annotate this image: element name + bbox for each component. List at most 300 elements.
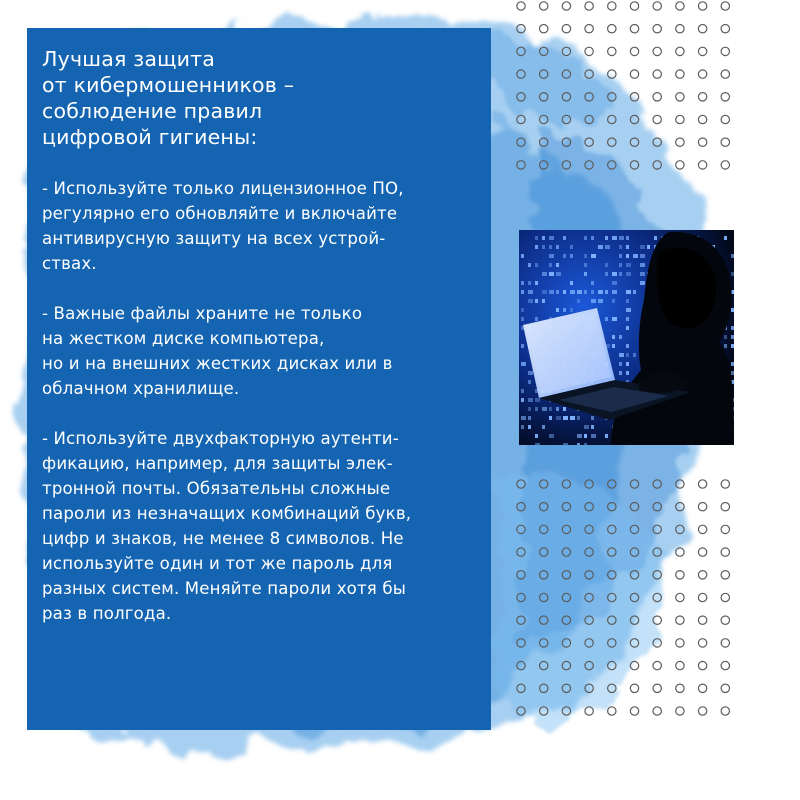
decorative-dot (630, 93, 638, 101)
decorative-dot (540, 571, 548, 579)
rule-item-software: - Используйте только лицензионное ПО, регулярно его обновляйте и включайте антивирусную защиту на всех устрой- ствах. (42, 179, 404, 273)
code-glyph (577, 299, 580, 303)
code-glyph (521, 344, 524, 348)
code-glyph (626, 362, 629, 366)
code-glyph (528, 407, 531, 411)
decorative-dot (608, 93, 616, 101)
rule-item-passwords: - Используйте двухфакторную аутенти- фикацию, например, для защиты элек- тронной почты. Обязательны сложные пароли из незначащих комбинаций букв, цифр и знаков, не менее 8 символов. Не используйте один и тот же пароль для разных систем. Меняйте пароли хотя бы раз в полгода. (42, 429, 412, 623)
decorative-dot (630, 616, 638, 624)
code-glyph (640, 254, 645, 258)
code-glyph (577, 416, 580, 420)
decorative-dot (585, 639, 593, 647)
code-glyph (633, 254, 638, 258)
decorative-dot (608, 2, 616, 10)
decorative-dot (630, 161, 638, 169)
decorative-dot (721, 93, 729, 101)
code-glyph (724, 344, 727, 348)
decorative-dot (517, 25, 525, 33)
code-glyph (528, 281, 531, 285)
code-glyph (591, 290, 594, 294)
decorative-dot (653, 661, 661, 669)
code-glyph (605, 317, 608, 321)
decorative-dot (540, 593, 548, 601)
decorative-dot (585, 593, 593, 601)
code-glyph (591, 434, 596, 438)
code-glyph (535, 299, 538, 303)
code-glyph (612, 299, 615, 303)
decorative-dot (540, 115, 548, 123)
decorative-dot (585, 548, 593, 556)
decorative-dot (653, 548, 661, 556)
decorative-dot (540, 616, 548, 624)
decorative-dot (608, 525, 616, 533)
decorative-dot (698, 480, 706, 488)
decorative-dot (608, 684, 616, 692)
code-glyph (612, 317, 617, 321)
decorative-dot (562, 161, 570, 169)
decorative-dot (585, 480, 593, 488)
decorative-dot (653, 593, 661, 601)
code-glyph (521, 425, 524, 429)
rule-item-backups: - Важные файлы храните не только на жестком диске компьютера, но и на внешних жестких дисках или в облачном хранилище. (42, 304, 393, 398)
code-glyph (731, 326, 734, 330)
decorative-dot (585, 571, 593, 579)
code-glyph (563, 443, 568, 445)
code-glyph (626, 245, 629, 249)
code-glyph (626, 236, 629, 240)
decorative-dot (608, 548, 616, 556)
code-glyph (535, 317, 538, 321)
decorative-dot (653, 639, 661, 647)
decorative-dot (721, 684, 729, 692)
text-panel (27, 28, 491, 730)
decorative-dot (721, 571, 729, 579)
code-glyph (619, 236, 624, 240)
decorative-dot (608, 47, 616, 55)
decorative-dot (653, 2, 661, 10)
decorative-dot (608, 707, 616, 715)
code-glyph (626, 299, 629, 303)
decorative-dot (721, 616, 729, 624)
decorative-dot (540, 480, 548, 488)
decorative-dot (698, 571, 706, 579)
code-glyph (605, 434, 608, 438)
decorative-dot (721, 70, 729, 78)
decorative-dot (585, 503, 593, 511)
code-glyph (521, 362, 526, 366)
code-glyph (535, 263, 538, 267)
code-glyph (528, 380, 531, 384)
decorative-dot (562, 661, 570, 669)
decorative-dot (608, 571, 616, 579)
decorative-dot (540, 639, 548, 647)
decorative-dot (721, 138, 729, 146)
decorative-dot (540, 70, 548, 78)
decorative-dot (698, 639, 706, 647)
code-glyph (577, 443, 580, 445)
code-glyph (612, 335, 615, 339)
code-glyph (542, 425, 545, 429)
code-glyph (633, 290, 636, 294)
decorative-dot (676, 2, 684, 10)
code-glyph (612, 281, 617, 285)
decorative-dot (653, 525, 661, 533)
code-glyph (542, 245, 545, 249)
decorative-dot (540, 684, 548, 692)
decorative-dot (517, 684, 525, 692)
code-glyph (724, 236, 727, 240)
decorative-dot (585, 525, 593, 533)
code-glyph (549, 407, 552, 411)
code-glyph (605, 290, 608, 294)
decorative-dot (585, 2, 593, 10)
code-glyph (591, 236, 594, 240)
decorative-dot (540, 161, 548, 169)
decorative-dot (721, 47, 729, 55)
code-glyph (619, 362, 622, 366)
decorative-dot (608, 593, 616, 601)
decorative-dot (562, 138, 570, 146)
code-glyph (591, 416, 594, 420)
code-glyph (528, 299, 533, 303)
code-glyph (535, 245, 538, 249)
decorative-dot (517, 593, 525, 601)
decorative-dot (608, 161, 616, 169)
decorative-dot (676, 115, 684, 123)
code-glyph (584, 443, 587, 445)
decorative-dot (653, 70, 661, 78)
decorative-dot (585, 661, 593, 669)
decorative-dot (517, 707, 525, 715)
code-glyph (570, 290, 575, 294)
hacker-photo (519, 230, 734, 445)
decorative-dot (562, 47, 570, 55)
decorative-dot (676, 639, 684, 647)
code-glyph (549, 272, 554, 276)
decorative-dot (653, 161, 661, 169)
decorative-dot (698, 548, 706, 556)
decorative-dot (517, 661, 525, 669)
decorative-dot (517, 525, 525, 533)
decorative-dot (517, 548, 525, 556)
decorative-dot (608, 639, 616, 647)
code-glyph (640, 272, 645, 276)
code-glyph (598, 245, 603, 249)
decorative-dot (540, 525, 548, 533)
decorative-dot (630, 138, 638, 146)
code-glyph (521, 317, 524, 321)
decorative-dot (698, 593, 706, 601)
code-glyph (640, 263, 645, 267)
code-glyph (521, 389, 524, 393)
code-glyph (549, 434, 554, 438)
code-glyph (535, 443, 540, 445)
decorative-dot (721, 661, 729, 669)
decorative-dot (630, 593, 638, 601)
code-glyph (626, 290, 631, 294)
code-glyph (626, 326, 629, 330)
code-glyph (528, 263, 531, 267)
code-glyph (528, 416, 531, 420)
decorative-dot (517, 2, 525, 10)
code-glyph (612, 344, 615, 348)
code-glyph (591, 254, 596, 258)
code-glyph (605, 236, 608, 240)
code-glyph (584, 425, 589, 429)
decorative-dot (653, 616, 661, 624)
code-glyph (521, 254, 524, 258)
decorative-dot (562, 639, 570, 647)
code-glyph (542, 272, 547, 276)
decorative-dot (676, 661, 684, 669)
code-glyph (626, 344, 629, 348)
decorative-dot (517, 480, 525, 488)
decorative-dot (562, 525, 570, 533)
code-glyph (521, 398, 524, 402)
decorative-dot (540, 2, 548, 10)
code-glyph (542, 236, 545, 240)
decorative-dot (630, 571, 638, 579)
code-glyph (591, 281, 594, 285)
decorative-dot (630, 707, 638, 715)
code-glyph (549, 236, 554, 240)
decorative-dot (676, 571, 684, 579)
decorative-dot (676, 707, 684, 715)
decorative-dot (517, 571, 525, 579)
decorative-dot (585, 25, 593, 33)
decorative-dot (721, 115, 729, 123)
decorative-dot (540, 707, 548, 715)
decorative-dot (630, 684, 638, 692)
code-glyph (584, 272, 587, 276)
code-glyph (570, 416, 575, 420)
decorative-dot (608, 503, 616, 511)
decorative-dot (562, 593, 570, 601)
decorative-dot-grid-bottom (512, 476, 742, 736)
decorative-dot (630, 639, 638, 647)
decorative-dot (721, 707, 729, 715)
code-glyph (563, 236, 566, 240)
code-glyph (535, 407, 538, 411)
decorative-dot (653, 480, 661, 488)
decorative-dot (562, 548, 570, 556)
code-glyph (731, 308, 734, 312)
decorative-dot (721, 525, 729, 533)
code-glyph (556, 308, 559, 312)
decorative-dot (540, 138, 548, 146)
decorative-dot (676, 161, 684, 169)
decorative-dot (630, 25, 638, 33)
code-glyph (563, 407, 566, 411)
code-glyph (731, 362, 734, 366)
code-glyph (570, 308, 573, 312)
decorative-dot (517, 70, 525, 78)
decorative-dot (653, 684, 661, 692)
code-glyph (528, 398, 533, 402)
code-glyph (556, 416, 561, 420)
decorative-dot (517, 138, 525, 146)
decorative-dot (721, 548, 729, 556)
code-glyph (619, 335, 622, 339)
decorative-dot (630, 115, 638, 123)
code-glyph (731, 272, 734, 276)
code-glyph (612, 290, 617, 294)
code-glyph (626, 272, 631, 276)
decorative-dot (608, 480, 616, 488)
code-glyph (619, 263, 622, 267)
code-glyph (640, 245, 645, 249)
code-glyph (521, 281, 524, 285)
code-glyph (591, 299, 596, 303)
decorative-dot (653, 93, 661, 101)
decorative-dot (517, 115, 525, 123)
decorative-dot (562, 616, 570, 624)
decorative-dot (630, 47, 638, 55)
code-glyph (626, 353, 629, 357)
code-glyph (647, 245, 650, 249)
code-glyph (521, 416, 526, 420)
code-glyph (521, 308, 524, 312)
decorative-dot (698, 503, 706, 511)
code-glyph (626, 254, 629, 258)
code-glyph (549, 254, 554, 258)
decorative-dot (630, 548, 638, 556)
decorative-dot (517, 93, 525, 101)
decorative-dot (653, 707, 661, 715)
decorative-dot (562, 684, 570, 692)
code-glyph (584, 434, 587, 438)
decorative-dot (698, 70, 706, 78)
code-glyph (612, 272, 617, 276)
code-glyph (556, 290, 559, 294)
decorative-dot (608, 70, 616, 78)
decorative-dot (653, 571, 661, 579)
code-glyph (591, 425, 594, 429)
code-glyph (605, 263, 608, 267)
decorative-dot (676, 503, 684, 511)
code-glyph (633, 353, 636, 357)
decorative-dot (630, 525, 638, 533)
decorative-dot (585, 47, 593, 55)
decorative-dot (698, 161, 706, 169)
decorative-dot (721, 593, 729, 601)
decorative-dot (698, 707, 706, 715)
decorative-dot (540, 47, 548, 55)
decorative-dot (698, 2, 706, 10)
code-glyph (605, 272, 608, 276)
decorative-dot (608, 115, 616, 123)
decorative-dot (562, 503, 570, 511)
decorative-dot (721, 2, 729, 10)
code-glyph (535, 398, 540, 402)
code-glyph (584, 263, 587, 267)
decorative-dot (698, 525, 706, 533)
decorative-dot (698, 684, 706, 692)
decorative-dot (721, 25, 729, 33)
decorative-dot (562, 480, 570, 488)
code-glyph (542, 290, 547, 294)
code-glyph (556, 263, 559, 267)
code-glyph (731, 335, 734, 339)
decorative-dot (585, 115, 593, 123)
code-glyph (731, 344, 734, 348)
decorative-dot (698, 138, 706, 146)
decorative-dot (630, 480, 638, 488)
decorative-dot (676, 480, 684, 488)
code-glyph (549, 416, 552, 420)
code-glyph (528, 371, 533, 375)
code-glyph (549, 290, 554, 294)
decorative-dot (540, 548, 548, 556)
decorative-dot (653, 115, 661, 123)
decorative-dot (676, 525, 684, 533)
code-glyph (577, 434, 582, 438)
code-glyph (521, 290, 524, 294)
code-glyph (640, 281, 645, 285)
code-glyph (563, 416, 568, 420)
code-glyph (731, 254, 734, 258)
code-glyph (619, 353, 624, 357)
code-glyph (528, 425, 531, 429)
code-glyph (619, 245, 622, 249)
decorative-dot (676, 593, 684, 601)
code-glyph (626, 371, 629, 375)
code-glyph (570, 254, 573, 258)
decorative-dot (676, 70, 684, 78)
decorative-dot (585, 70, 593, 78)
code-glyph (598, 290, 603, 294)
decorative-dot (540, 25, 548, 33)
code-glyph (563, 254, 566, 258)
code-glyph (570, 281, 573, 285)
code-glyph (535, 281, 538, 285)
decorative-dot (676, 25, 684, 33)
decorative-dot (540, 661, 548, 669)
code-glyph (584, 290, 587, 294)
code-glyph (570, 245, 573, 249)
decorative-dot (721, 503, 729, 511)
decorative-dot (608, 25, 616, 33)
decorative-dot (608, 138, 616, 146)
code-glyph (724, 335, 727, 339)
code-glyph (619, 272, 622, 276)
code-glyph (535, 236, 538, 240)
code-glyph (626, 263, 631, 267)
decorative-dot (653, 138, 661, 146)
decorative-dot (585, 138, 593, 146)
decorative-dot (698, 616, 706, 624)
decorative-dot (721, 161, 729, 169)
decorative-dot (540, 93, 548, 101)
code-glyph (556, 272, 561, 276)
decorative-dot (630, 503, 638, 511)
decorative-dot (698, 661, 706, 669)
decorative-dot (653, 25, 661, 33)
panel-title: Лучшая защита от кибермошенников – соблюдение правил цифровой гигиены: (42, 47, 295, 149)
decorative-dot (585, 616, 593, 624)
decorative-dot (562, 93, 570, 101)
code-glyph (563, 308, 566, 312)
decorative-dot (562, 115, 570, 123)
decorative-dot (562, 571, 570, 579)
code-glyph (535, 434, 538, 438)
decorative-dot-grid-top (512, 0, 742, 200)
code-glyph (584, 236, 587, 240)
decorative-dot (676, 616, 684, 624)
decorative-dot (698, 47, 706, 55)
code-glyph (556, 245, 559, 249)
code-glyph (542, 407, 547, 411)
